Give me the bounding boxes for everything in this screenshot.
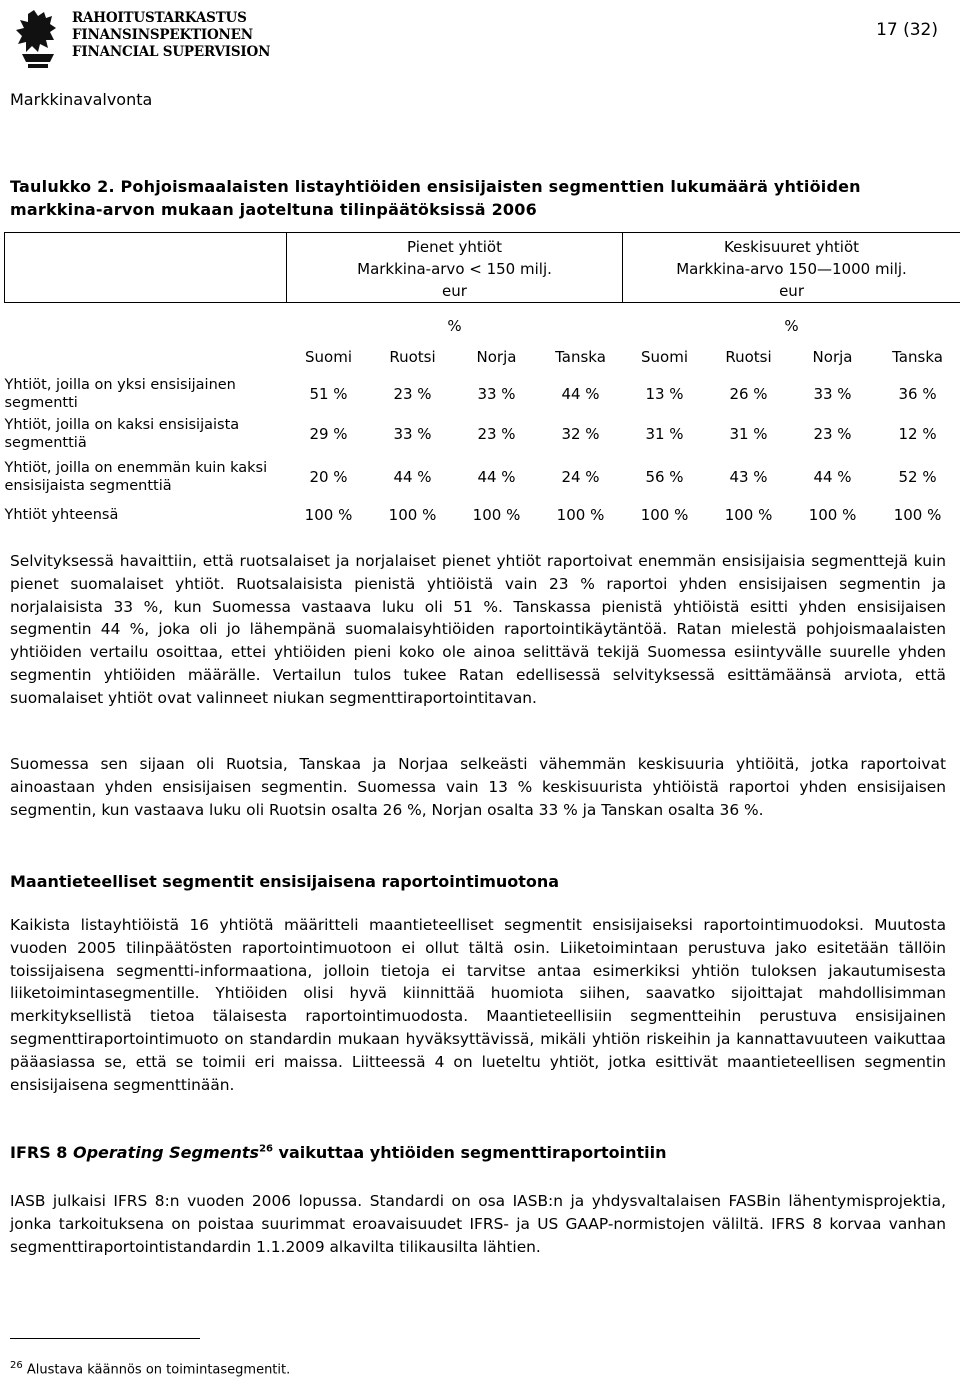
table-cell: 44 % <box>813 467 852 486</box>
table-cell: 100 % <box>304 505 353 524</box>
heading-italic: Operating Segments <box>73 1143 260 1162</box>
table-cell: 100 % <box>388 505 437 524</box>
logo-line-3: FINANCIAL SUPERVISION <box>72 44 271 60</box>
column-header: Suomi <box>641 347 689 366</box>
table-cell: 20 % <box>309 467 348 486</box>
logo-line-1: RAHOITUSTARKASTUS <box>72 10 247 26</box>
group-title: Keskisuuret yhtiöt <box>724 238 860 256</box>
table-cell: 31 % <box>729 424 768 443</box>
column-header: Suomi <box>305 347 352 366</box>
row-label: Yhtiöt, joilla on kaksi ensisijaista segmenttiä <box>4 416 240 451</box>
group-unit: eur <box>779 282 804 300</box>
paragraph: Selvityksessä havaittiin, että ruotsalaiset ja norjalaiset pienet yhtiöt raportoivat enemmän ensisijaisia segmenttejä kuin pienet suomalaiset yhtiöt. Ruotsalaisista pienistä yhtiöistä vain 23 % raportoi yhden ensisijaisen segmentin ja norjalaisista 33 %, kun Suomessa vastaava luku oli 51 %. Tanskassa pienistä yhtiöistä esitti yhden ensisijaisen segmentin 44 %, joka oli jo lähempänä suomalaisyhtiöiden raportointikäytäntöä. Ratan mielestä pohjoismaalaisten yhtiöiden vertailu osoittaa, ettei yhtiöiden pieni koko ole ainoa selittävä tekijä Suomessa esiintyvälle suurelle yhden segmentin yhtiöiden määrälle. Vertailun tulos tukee Ratan edellisessä selvityksessä esittämäänsä arviota, että suomalaiset yhtiöt ovat valinneet niukan segmenttiraportointitavan. <box>10 552 946 707</box>
table-cell: 43 % <box>729 467 768 486</box>
logo-line-2: FINANSINSPEKTIONEN <box>72 27 253 43</box>
heading-suffix: vaikuttaa yhtiöiden segmenttiraportointiin <box>272 1143 667 1162</box>
table-cell: 100 % <box>893 505 942 524</box>
table-cell: 52 % <box>898 467 937 486</box>
percent-label: % <box>447 316 462 335</box>
table-cell: 12 % <box>898 424 937 443</box>
column-header: Norja <box>476 347 517 366</box>
section-heading <box>10 1143 667 1162</box>
table-cell: 44 % <box>477 467 516 486</box>
table-cell: 33 % <box>813 384 852 403</box>
table-cell: 100 % <box>808 505 857 524</box>
table-cell: 44 % <box>393 467 432 486</box>
percent-row <box>5 313 960 339</box>
footnote-ref: 26 <box>259 1143 273 1155</box>
table-cell: 51 % <box>309 384 348 403</box>
segments-table <box>4 232 960 531</box>
table-cell: 100 % <box>724 505 773 524</box>
footnote-text: Alustava käännös on toimintasegmentit. <box>26 1362 291 1378</box>
table-cell: 13 % <box>645 384 684 403</box>
page-number: 17 (32) <box>876 20 938 40</box>
table-row <box>5 413 960 455</box>
column-header: Norja <box>812 347 853 366</box>
table-row <box>5 455 960 499</box>
lion-crest-logo-icon <box>10 6 70 72</box>
paragraph: Kaikista listayhtiöistä 16 yhtiötä määritteli maantieteelliset segmentit ensisijaiseksi raportointimuodoksi. Muutosta vuoden 2005 tilinpäätösten raportointimuotoon ei ollut tältä osin. Liiketoimintaan perustuva jako esitetään tällöin toissijaisena segmentti-informaationa, jolloin tietoja ei tarvitse antaa esimerkiksi yhtiön tuloksen jakautumisesta liiketoimintasegmentille. Yhtiöiden olisi hyvä kiinnittää huomiota siihen, saavatko sijoittajat mahdollisimman merkityksellistä tietoa tälaisesta raportointimuodosta. Maantieteellisiin segmentteihin perustuva ensisijainen segmenttiraportointimuoto on standardin mukaan hyväksyttävissä, mikäli yhtiön riskeihin ja kannattavuuteen vaikuttaa pääasiassa se, että se toimii eri maissa. Liitteessä 4 on lueteltu yhtiöt, jotka esittivät maantieteellisen segmentin ensisijaisena segmenttinään. <box>10 916 946 1094</box>
group-mid-companies <box>623 233 960 303</box>
paragraph: IASB julkaisi IFRS 8:n vuoden 2006 lopussa. Standardi on osa IASB:n ja yhdysvaltalaisen FASBin lähentymisprojektia, jonka tarkoituksena on poistaa suurimmat eroavaisuudet IFRS- ja US GAAP-normistojen väliltä. IFRS 8 korvaa vanhan segmenttiraportointistandardin 1.1.2009 alkavilta tilikausilta lähtien. <box>10 1192 946 1256</box>
department-name: Markkinavalvonta <box>10 90 153 109</box>
table-cell: 24 % <box>561 467 600 486</box>
group-subtitle: Markkina-arvo 150—1000 milj. <box>676 260 907 278</box>
table-cell: 100 % <box>472 505 521 524</box>
table-row <box>5 375 960 413</box>
group-small-companies <box>287 233 623 303</box>
table-caption: Taulukko 2. Pohjoismaalaisten listayhtiöiden ensisijaisten segmenttien lukumäärä yhtiöiden markkina-arvon mukaan jaoteltuna tilinpäätöksissä 2006 <box>10 177 861 219</box>
column-header: Ruotsi <box>725 347 772 366</box>
table-cell: 36 % <box>898 384 937 403</box>
table-total-row <box>5 499 960 531</box>
group-header-row <box>5 233 960 303</box>
group-subtitle: Markkina-arvo < 150 milj. <box>357 260 552 278</box>
empty-header-cell <box>5 233 287 303</box>
group-unit: eur <box>442 282 467 300</box>
row-label: Yhtiöt yhteensä <box>4 506 119 523</box>
table-cell: 26 % <box>729 384 768 403</box>
table-cell: 100 % <box>556 505 605 524</box>
table-cell: 23 % <box>393 384 432 403</box>
footnote-number: 26 <box>10 1360 23 1371</box>
paragraph: Suomessa sen sijaan oli Ruotsia, Tanskaa ja Norjaa selkeästi vähemmän keskisuuria yhtiöitä, jotka raportoivat ainoastaan yhden ensisijaisen segmentin. Suomessa vain 13 % keskisuurista yhtiöistä raportoi yhden ensisijaisen segmentin, kun vastaava luku oli Ruotsin osalta 26 %, Norjan osalta 33 % ja Tanskan osalta 36 %. <box>10 755 946 819</box>
logo-text <box>72 10 270 61</box>
table-cell: 29 % <box>309 424 348 443</box>
column-header: Tanska <box>555 347 606 366</box>
table-cell: 56 % <box>645 467 684 486</box>
section-heading: Maantieteelliset segmentit ensisijaisena raportointimuotona <box>10 872 560 891</box>
group-title: Pienet yhtiöt <box>407 238 502 256</box>
column-header: Tanska <box>892 347 943 366</box>
heading-prefix: IFRS 8 <box>10 1143 73 1162</box>
table-cell: 23 % <box>813 424 852 443</box>
row-label: Yhtiöt, joilla on yksi ensisijainen segmentti <box>4 376 236 411</box>
column-header-row <box>5 339 960 375</box>
table-cell: 33 % <box>393 424 432 443</box>
footnote <box>10 1360 290 1377</box>
table-cell: 32 % <box>561 424 600 443</box>
row-label: Yhtiöt, joilla on enemmän kuin kaksi ensisijaista segmenttiä <box>4 459 268 494</box>
table-cell: 44 % <box>561 384 600 403</box>
table-cell: 100 % <box>640 505 689 524</box>
table-cell: 31 % <box>645 424 684 443</box>
table-cell: 33 % <box>477 384 516 403</box>
percent-label: % <box>784 316 799 335</box>
footnote-divider <box>10 1338 200 1339</box>
table-cell: 23 % <box>477 424 516 443</box>
column-header: Ruotsi <box>389 347 436 366</box>
